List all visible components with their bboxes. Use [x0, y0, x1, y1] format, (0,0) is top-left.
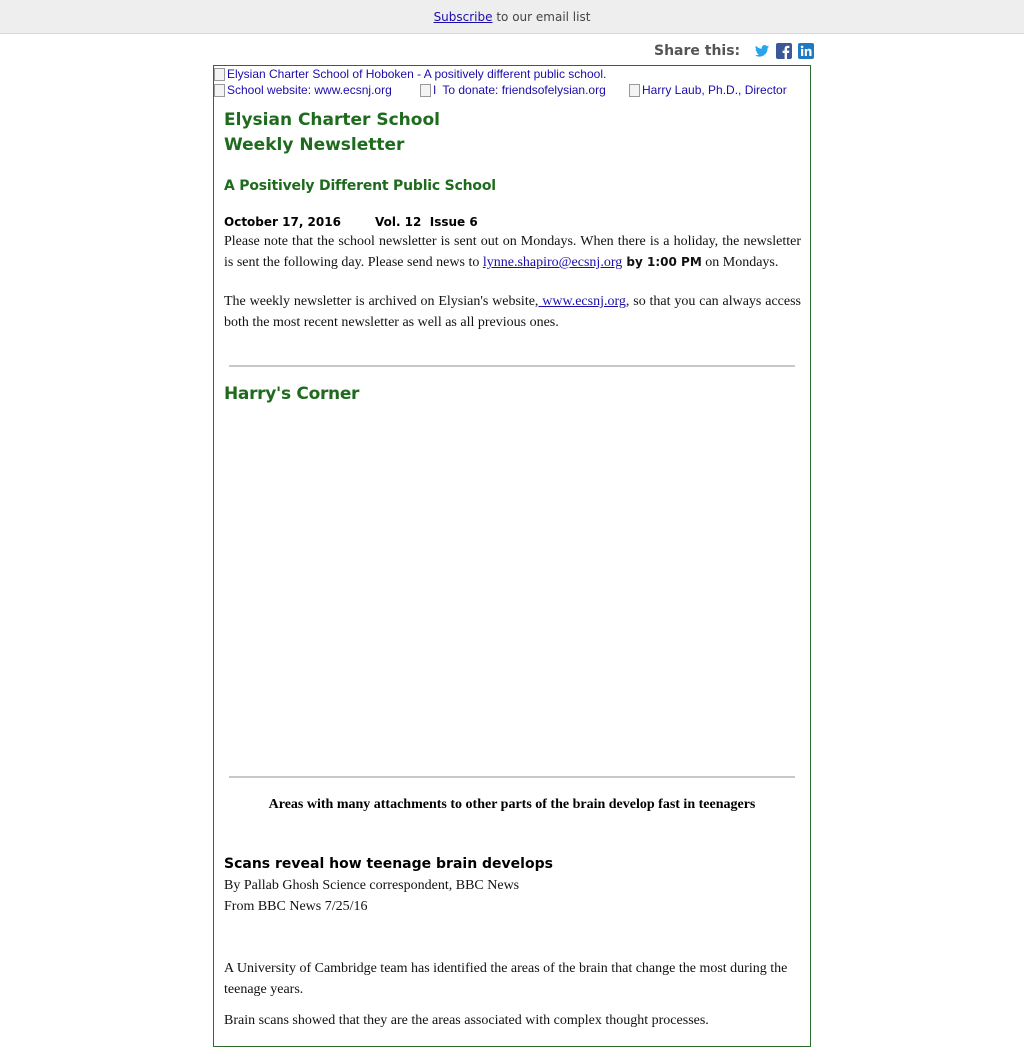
newsletter-frame — [213, 65, 811, 1047]
website-link[interactable]: www.ecsnj.org — [538, 294, 626, 309]
article-title: Scans reveal how teenage brain develops — [224, 856, 553, 872]
subscribe-bar — [0, 0, 1024, 34]
divider — [229, 365, 795, 367]
twitter-icon[interactable] — [754, 43, 770, 59]
broken-image-icon — [214, 68, 225, 81]
newsletter-title-line2: Weekly Newsletter — [224, 135, 405, 155]
email-link[interactable]: lynne.shapiro@ecsnj.org — [482, 255, 623, 270]
divider — [229, 776, 795, 778]
newsletter-subtitle: A Positively Different Public School — [224, 178, 496, 194]
broken-image-icon — [214, 84, 225, 97]
broken-image-icon — [629, 84, 640, 97]
share-label: Share this: — [654, 43, 741, 59]
issue-volume: Vol. 12 Issue 6 — [374, 215, 478, 229]
notice-paragraph: Please note that the school newsletter is sent out on Mondays. When there is a holiday, the newsletter is sent the following day. Please send news to lynne.shapiro@ecsnj.org by 1:00 PM on Mondays. — [224, 234, 801, 270]
broken-image-icon — [420, 84, 431, 97]
newsletter-title-line1: Elysian Charter School — [224, 110, 440, 130]
article-paragraph: A University of Cambridge team has identified the areas of the brain that change the most during the teenage years. — [224, 961, 788, 997]
subscribe-suffix: to our email list — [492, 10, 591, 24]
facebook-icon[interactable] — [776, 43, 792, 59]
banner-image[interactable]: Elysian Charter School of Hoboken - A positively different public school. — [214, 67, 606, 81]
issue-date: October 17, 2016 — [224, 215, 341, 229]
newsletter-intro — [224, 108, 801, 333]
article-paragraph: Brain scans showed that they are the areas associated with complex thought processes. — [224, 1013, 709, 1028]
issue-dateline — [224, 215, 801, 231]
linkedin-icon[interactable] — [798, 43, 814, 59]
share-bar — [654, 43, 814, 59]
donate-image[interactable]: I To donate: friendsofelysian.org — [420, 83, 606, 97]
article-source: From BBC News 7/25/16 — [224, 899, 368, 914]
article-byline: By Pallab Ghosh Science correspondent, BBC News — [224, 878, 520, 893]
subscribe-link[interactable]: Subscribe — [433, 10, 493, 24]
harrys-corner-title: Harry's Corner — [224, 384, 360, 404]
director-image[interactable]: Harry Laub, Ph.D., Director — [629, 83, 787, 97]
archive-paragraph: The weekly newsletter is archived on Elysian's website, www.ecsnj.org, so that you can always access both the most recent newsletter as well as all previous ones. — [224, 294, 801, 330]
website-image[interactable]: School website: www.ecsnj.org — [214, 83, 392, 97]
image-caption: Areas with many attachments to other parts of the brain develop fast in teenagers — [268, 797, 756, 812]
